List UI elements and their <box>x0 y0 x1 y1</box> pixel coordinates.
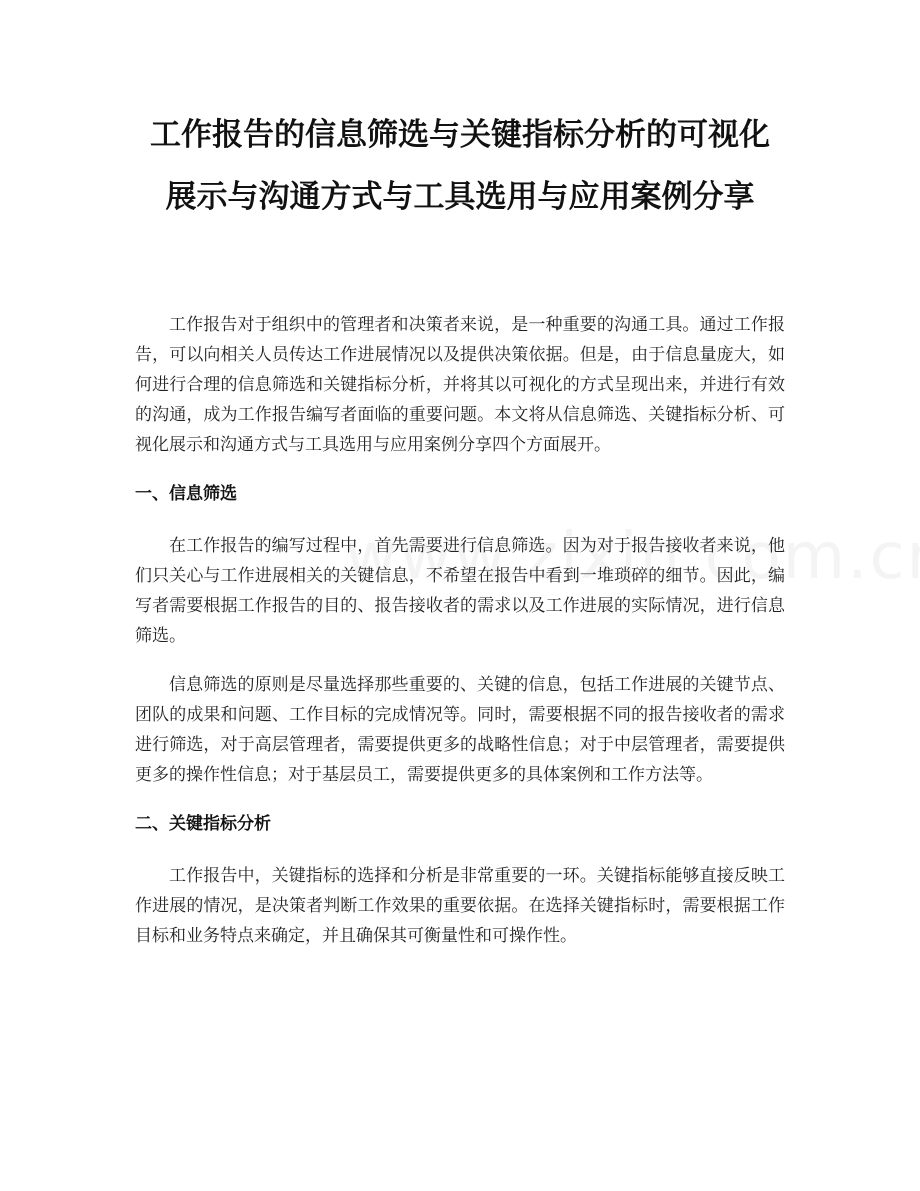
body-paragraph: 工作报告中，关键指标的选择和分析是非常重要的一环。关键指标能够直接反映工作进展的情况，是决策者判断工作效果的重要依据。在选择关键指标时，需要根据工作目标和业务特点来确定，并且确保其可衡量性和可操作性。 <box>135 866 785 946</box>
section-heading: 一、信息筛选 <box>135 484 237 504</box>
intro-paragraph: 工作报告对于组织中的管理者和决策者来说，是一种重要的沟通工具。通过工作报告，可以向相关人员传达工作进展情况以及提供决策依据。但是，由于信息量庞大，如何进行合理的信息筛选和关键指标分析，并将其以可视化的方式呈现出来，并进行有效的沟通，成为工作报告编写者面临的重要问题。本文将从信息筛选、关键指标分析、可视化展示和沟通方式与工具选用与应用案例分享四个方面展开。 <box>135 315 785 455</box>
document-title: 工作报告的信息筛选与关键指标分析的可视化展示与沟通方式与工具选用与应用案例分享 <box>150 117 770 215</box>
document-body <box>135 310 785 970</box>
section-heading: 二、关键指标分析 <box>135 814 271 834</box>
section-information-filtering <box>135 479 785 790</box>
body-paragraph: 在工作报告的编写过程中，首先需要进行信息筛选。因为对于报告接收者来说，他们只关心与工作进展相关的关键信息，不希望在报告中看到一堆琐碎的细节。因此，编写者需要根据工作报告的目的、报告接收者的需求以及工作进展的实际情况，进行信息筛选。 <box>135 536 785 646</box>
body-paragraph: 信息筛选的原则是尽量选择那些重要的、关键的信息，包括工作进展的关键节点、团队的成果和问题、工作目标的完成情况等。同时，需要根据不同的报告接收者的需求进行筛选，对于高层管理者，需要提供更多的战略性信息；对于中层管理者，需要提供更多的操作性信息；对于基层员工，需要提供更多的具体案例和工作方法等。 <box>135 675 785 785</box>
section-key-indicators <box>135 809 785 951</box>
